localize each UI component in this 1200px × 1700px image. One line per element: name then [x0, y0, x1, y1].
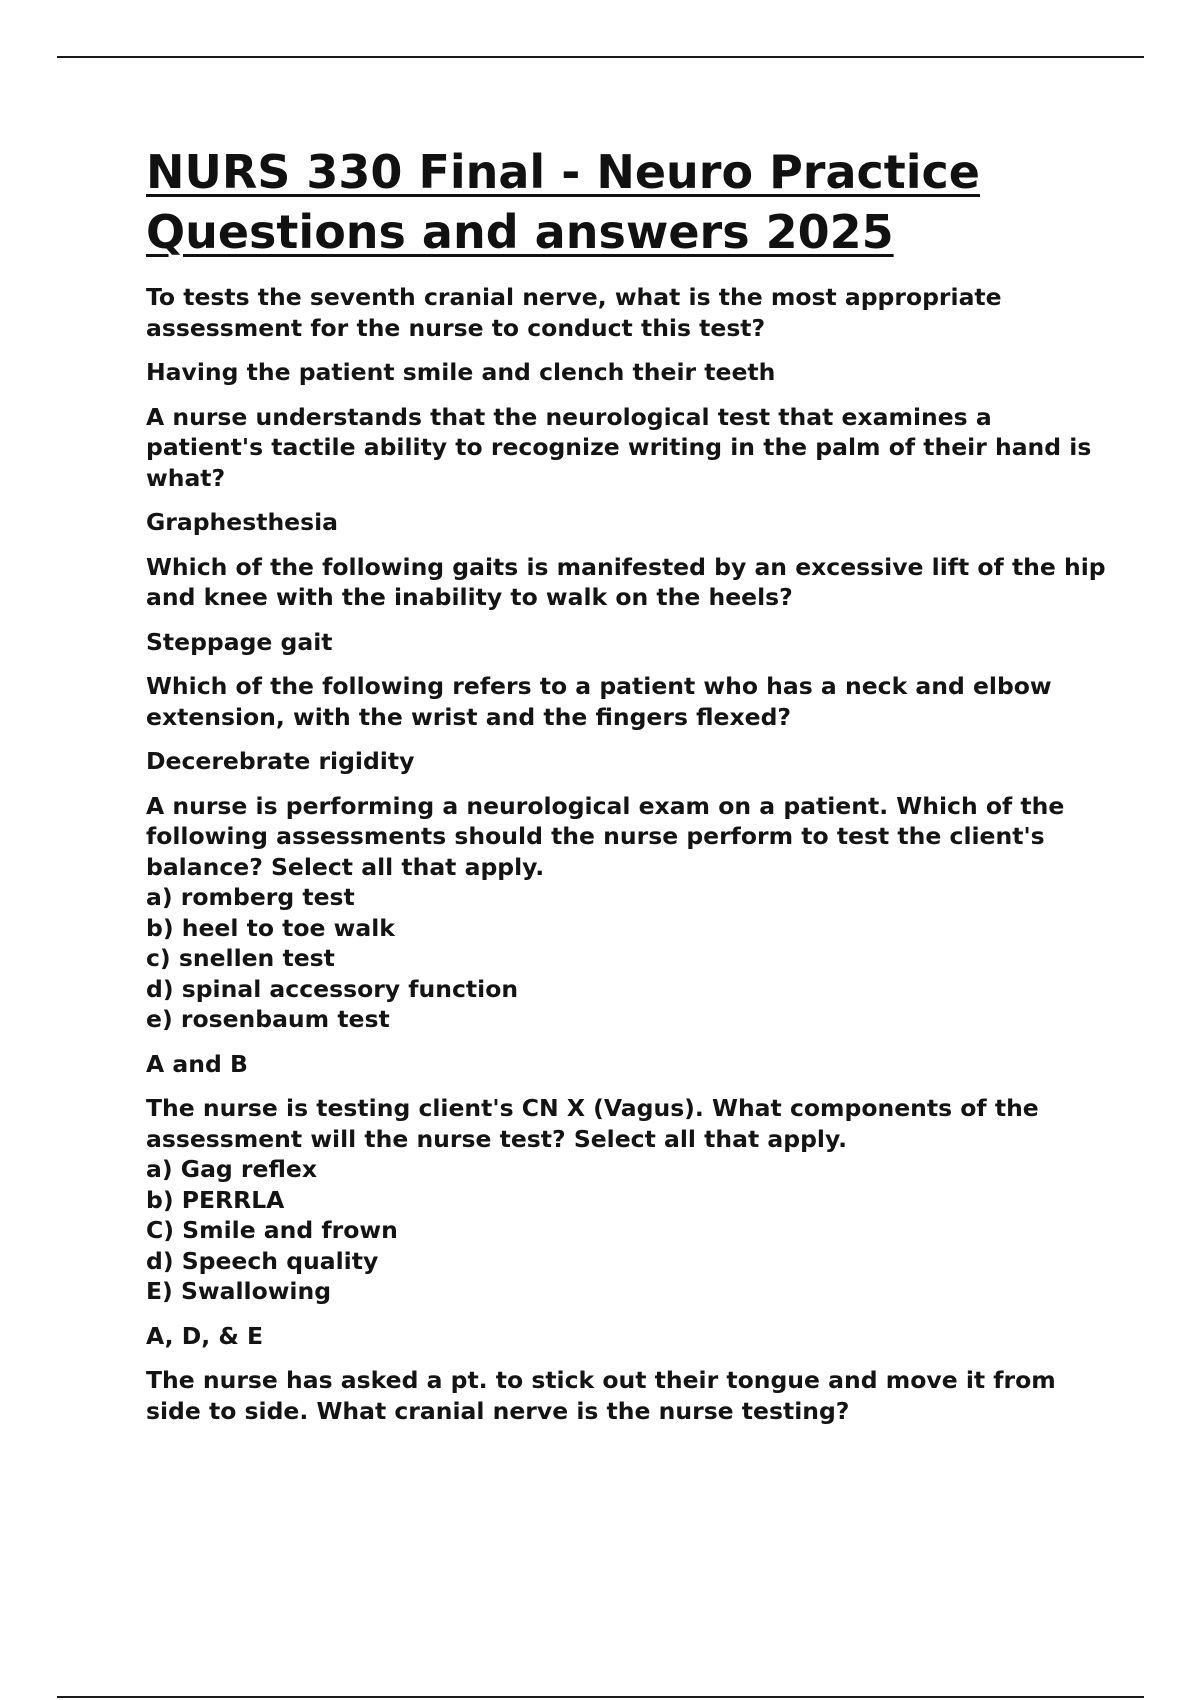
question-5 — [146, 791, 1106, 1035]
answer-2: Graphesthesia — [146, 508, 339, 536]
option-item: a) Gag reflex — [146, 1155, 317, 1183]
qa-list — [146, 282, 1106, 1426]
question-text: Which of the following gaits is manifested by an excessive lift of the hip and knee with the inability to walk on the heels? — [146, 552, 1106, 611]
option-list — [146, 882, 1106, 1035]
option-item: E) Swallowing — [146, 1277, 332, 1305]
answer-5: A and B — [146, 1049, 248, 1078]
option-item: b) heel to toe walk — [146, 913, 395, 942]
document-title: NURS 330 Final - Neuro Practice Questions and answers 2025 — [146, 145, 980, 259]
question-6 — [146, 1093, 1106, 1307]
bottom-rule — [57, 1696, 1144, 1698]
answer-3: Steppage gait — [146, 627, 333, 656]
answer-1: Having the patient smile and clench their teeth — [146, 358, 776, 386]
question-3 — [146, 552, 1106, 613]
question-1 — [146, 282, 1106, 343]
option-item: a) romberg test — [146, 883, 355, 911]
question-text: To tests the seventh cranial nerve, what is the most appropriate assessment for the nurse to conduct this test? — [146, 283, 1002, 342]
option-item: d) spinal accessory function — [146, 974, 519, 1003]
question-7 — [146, 1365, 1106, 1426]
question-text: A nurse is performing a neurological exam on a patient. Which of the following assessments should the nurse perform to test the client's balance? Select all that apply. — [146, 791, 1065, 881]
option-item: e) rosenbaum test — [146, 1005, 390, 1033]
question-2 — [146, 402, 1106, 494]
question-text: The nurse has asked a pt. to stick out their tongue and move it from side to side. What cranial nerve is the nurse testing? — [146, 1366, 1056, 1425]
top-rule — [57, 56, 1144, 58]
question-text: The nurse is testing client's CN X (Vagus). What components of the assessment will the nurse test? Select all that apply. — [146, 1094, 1039, 1153]
option-item: C) Smile and frown — [146, 1216, 398, 1244]
answer-6: A, D, & E — [146, 1321, 264, 1350]
option-item: c) snellen test — [146, 944, 335, 972]
answer-4: Decerebrate rigidity — [146, 747, 415, 775]
option-item: d) Speech quality — [146, 1246, 379, 1275]
question-text: Which of the following refers to a patient who has a neck and elbow extension, with the wrist and the fingers flexed? — [146, 672, 1052, 731]
document-body — [146, 142, 1106, 1440]
question-text: A nurse understands that the neurological test that examines a patient's tactile ability to recognize writing in the palm of their hand is what? — [146, 402, 1092, 492]
option-list — [146, 1154, 1106, 1307]
question-4 — [146, 671, 1106, 732]
option-item: b) PERRLA — [146, 1185, 285, 1214]
